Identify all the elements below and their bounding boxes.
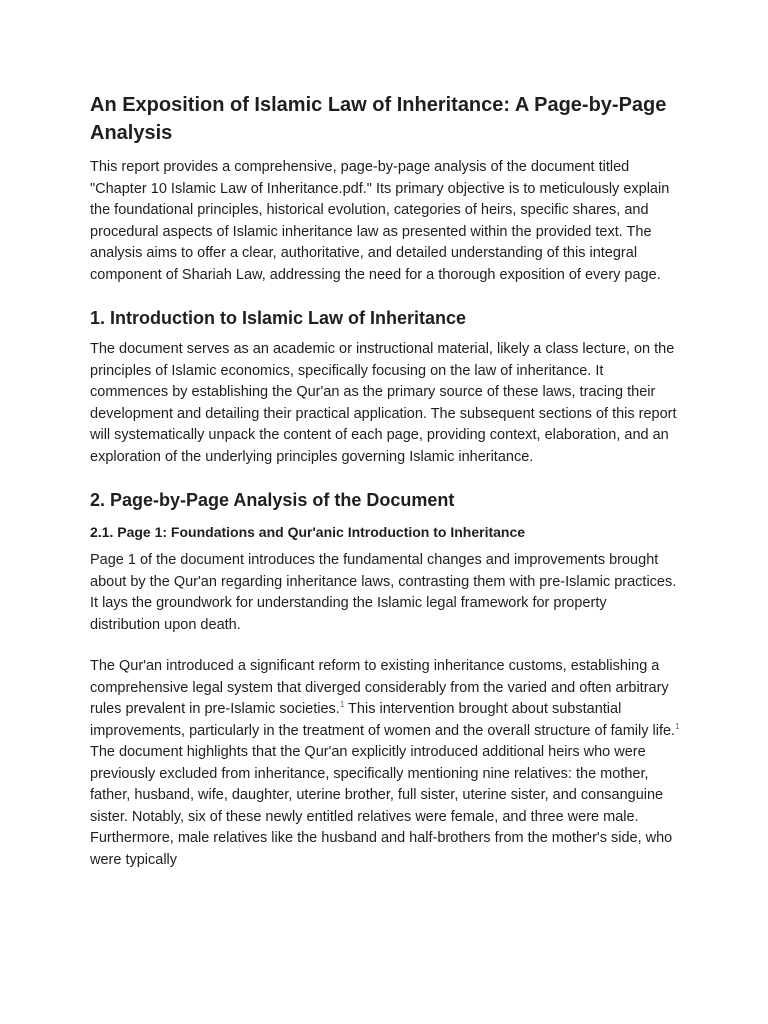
paragraph-2-text-part-2: This intervention brought about substantial improvements, particularly in the treatment of women and the overall structure of family life. xyxy=(90,701,676,739)
footnote-marker-2[interactable]: 1 xyxy=(675,721,680,731)
intro-paragraph: This report provides a comprehensive, page-by-page analysis of the document titled "Chapter 10 Islamic Law of Inheritance.pdf." Its primary objective is to meticulously explain the foundational principles, historical evolution, categories of heirs, specific shares, and procedural aspects of Islamic inheritance law as presented within the provided text. The analysis aims to offer a clear, authoritative, and detailed understanding of this integral component of Shariah Law, addressing the need for a thorough exposition of every page. xyxy=(90,159,670,283)
paragraph-2-text-part-1: The Qur'an introduced a significant reform to existing inheritance customs, establishing a comprehensive legal system that diverged considerably from the varied and often arbitrary rules prevalent in pre-Islamic societies. xyxy=(90,658,669,717)
section-1-paragraph: The document serves as an academic or instructional material, likely a class lecture, on the principles of Islamic economics, specifically focusing on the law of inheritance. It commences by establishing the Qur'an as the primary source of these laws, tracing their development and detailing their practical application. The subsequent sections of this report will systematically unpack the content of each page, providing context, elaboration, and an exploration of the underlying principles governing Islamic inheritance. xyxy=(90,341,677,465)
footnote-marker-1[interactable]: 1 xyxy=(339,700,345,710)
subsection-2-1-heading: 2.1. Page 1: Foundations and Qur'anic Introduction to Inheritance xyxy=(90,524,526,540)
document-page xyxy=(90,91,680,891)
document-title: An Exposition of Islamic Law of Inheritance: A Page-by-Page Analysis xyxy=(90,94,667,144)
section-2-heading: 2. Page-by-Page Analysis of the Document xyxy=(90,490,455,510)
section-1-heading: 1. Introduction to Islamic Law of Inheritance xyxy=(90,308,467,328)
paragraph-2-text-part-3: The document highlights that the Qur'an explicitly introduced additional heirs who were previously excluded from inheritance, specifically mentioning nine relatives: the mother, father, husband, wife, daughter, uterine brother, full sister, uterine sister, and consanguine sister. Notably, six of these newly entitled relatives were female, and three were male. Furthermore, male relatives like the husband and half-brothers from the mother's side, who were typically xyxy=(90,744,673,868)
subsection-paragraph-2 xyxy=(90,656,680,871)
subsection-paragraph-1: Page 1 of the document introduces the fundamental changes and improvements brought about by the Qur'an regarding inheritance laws, contrasting them with pre-Islamic practices. It lays the groundwork for understanding the Islamic legal framework for property distribution upon death. xyxy=(90,552,677,633)
